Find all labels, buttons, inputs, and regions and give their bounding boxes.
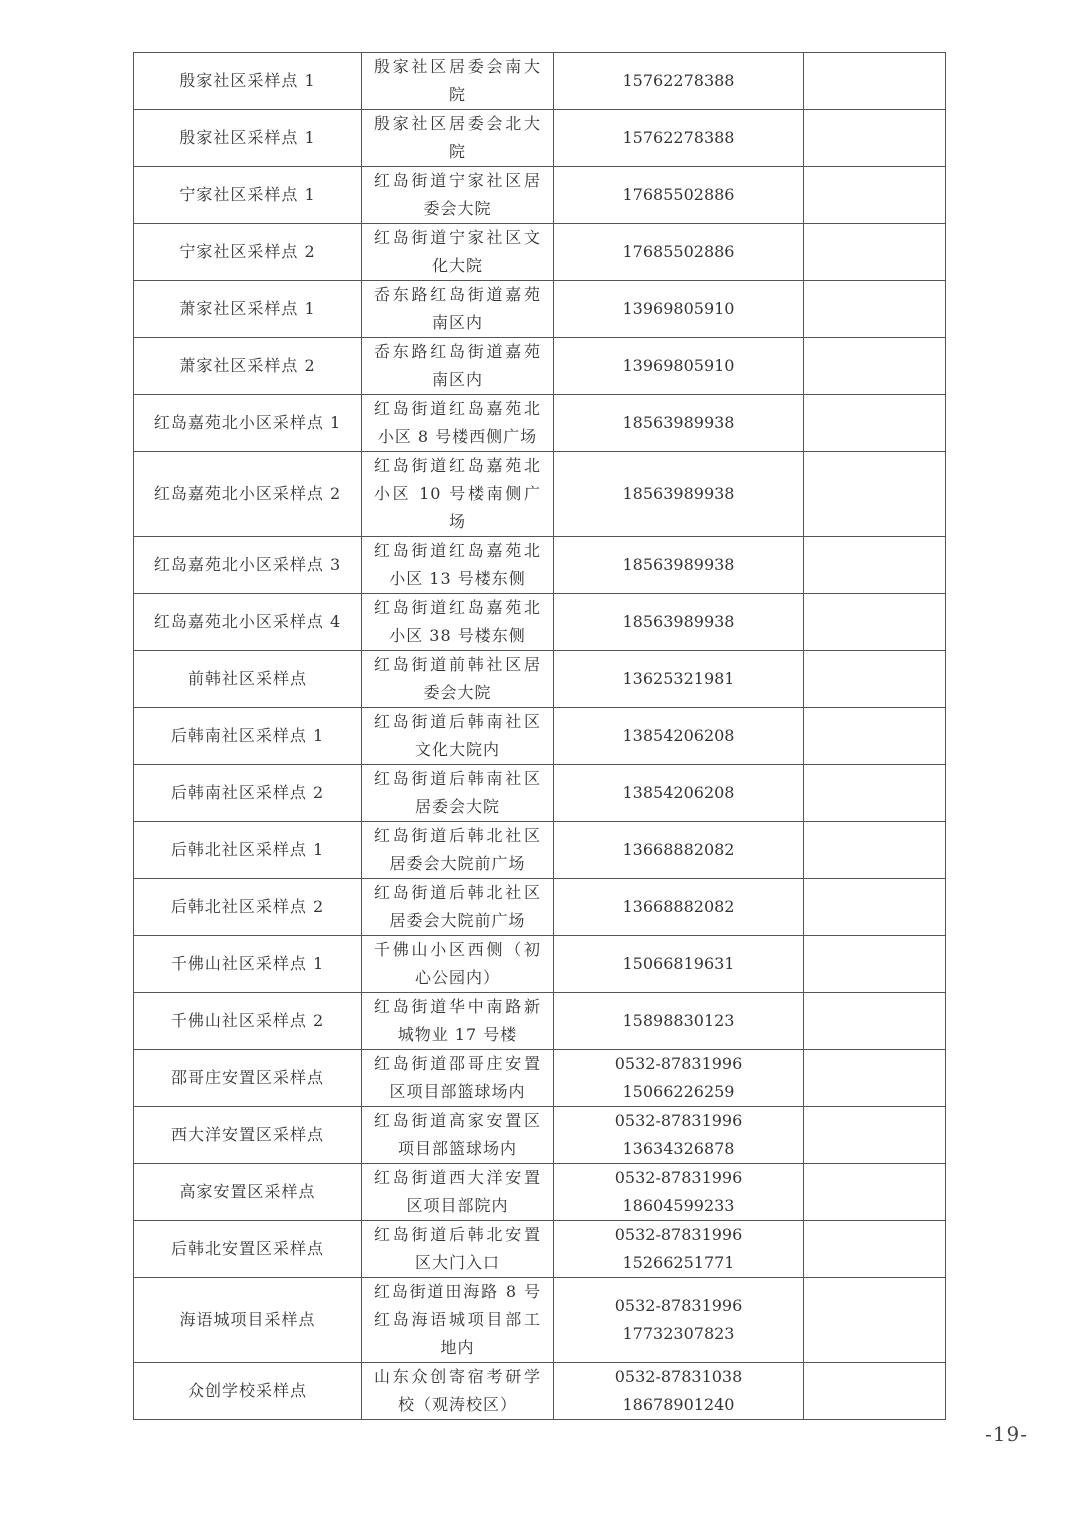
site-name-cell: 红岛嘉苑北小区采样点 1 (134, 395, 362, 452)
phone-number: 13854206208 (622, 783, 735, 802)
table-row (134, 1164, 946, 1221)
phone-number: 15266251771 (622, 1253, 735, 1272)
phone-number: 15762278388 (622, 128, 735, 147)
phone-number: 18563989938 (622, 484, 735, 503)
phone-number: 18678901240 (622, 1395, 735, 1414)
table-body (134, 53, 946, 1420)
phone-number: 0532-87831996 (614, 1296, 743, 1315)
remarks-cell (804, 110, 946, 167)
phone-cell (554, 936, 804, 993)
phone-cell (554, 993, 804, 1050)
address-cell: 红岛街道红岛嘉苑北小区 38 号楼东侧 (362, 594, 554, 651)
site-name-cell: 千佛山社区采样点 2 (134, 993, 362, 1050)
address-cell: 山东众创寄宿考研学校（观涛校区） (362, 1363, 554, 1420)
phone-cell (554, 879, 804, 936)
site-name-cell: 宁家社区采样点 1 (134, 167, 362, 224)
phone-cell (554, 537, 804, 594)
remarks-cell (804, 537, 946, 594)
phone-cell (554, 1363, 804, 1420)
phone-number: 15066226259 (622, 1082, 735, 1101)
table-row (134, 281, 946, 338)
address-cell: 红岛街道华中南路新城物业 17 号楼 (362, 993, 554, 1050)
address-cell: 岙东路红岛街道嘉苑南区内 (362, 281, 554, 338)
table-row (134, 708, 946, 765)
phone-cell (554, 395, 804, 452)
phone-cell (554, 1050, 804, 1107)
address-cell: 红岛街道高家安置区项目部篮球场内 (362, 1107, 554, 1164)
address-cell: 红岛街道后韩南社区居委会大院 (362, 765, 554, 822)
table-row (134, 537, 946, 594)
address-cell: 殷家社区居委会北大院 (362, 110, 554, 167)
sampling-sites-table (133, 52, 946, 1420)
table-row (134, 879, 946, 936)
remarks-cell (804, 338, 946, 395)
phone-cell (554, 1164, 804, 1221)
remarks-cell (804, 1107, 946, 1164)
table-row (134, 1107, 946, 1164)
phone-cell (554, 822, 804, 879)
site-name-cell: 西大洋安置区采样点 (134, 1107, 362, 1164)
address-cell: 红岛街道邵哥庄安置区项目部篮球场内 (362, 1050, 554, 1107)
phone-cell (554, 338, 804, 395)
phone-cell (554, 708, 804, 765)
phone-number: 15066819631 (622, 954, 735, 973)
phone-number: 0532-87831996 (614, 1168, 743, 1187)
address-cell: 红岛街道红岛嘉苑北小区 8 号楼西侧广场 (362, 395, 554, 452)
phone-number: 17685502886 (622, 242, 735, 261)
address-cell: 千佛山小区西侧（初心公园内） (362, 936, 554, 993)
phone-cell (554, 1278, 804, 1363)
table-row (134, 1363, 946, 1420)
phone-number: 18604599233 (622, 1196, 735, 1215)
table-row (134, 167, 946, 224)
table-row (134, 651, 946, 708)
table-row (134, 1278, 946, 1363)
phone-number: 13969805910 (622, 299, 735, 318)
table-row (134, 110, 946, 167)
address-cell: 红岛街道红岛嘉苑北小区 13 号楼东侧 (362, 537, 554, 594)
address-cell: 红岛街道西大洋安置区项目部院内 (362, 1164, 554, 1221)
table-row (134, 993, 946, 1050)
table-row (134, 395, 946, 452)
phone-cell (554, 1221, 804, 1278)
address-cell: 红岛街道后韩北安置区大门入口 (362, 1221, 554, 1278)
table-row (134, 338, 946, 395)
site-name-cell: 后韩南社区采样点 1 (134, 708, 362, 765)
phone-number: 18563989938 (622, 413, 735, 432)
table-row (134, 594, 946, 651)
phone-cell (554, 765, 804, 822)
phone-number: 13668882082 (622, 840, 735, 859)
remarks-cell (804, 1363, 946, 1420)
remarks-cell (804, 395, 946, 452)
address-cell: 红岛街道前韩社区居委会大院 (362, 651, 554, 708)
site-name-cell: 萧家社区采样点 2 (134, 338, 362, 395)
site-name-cell: 红岛嘉苑北小区采样点 2 (134, 452, 362, 537)
phone-number: 13634326878 (622, 1139, 735, 1158)
page-number: -19- (985, 1422, 1028, 1446)
remarks-cell (804, 936, 946, 993)
remarks-cell (804, 452, 946, 537)
table-row (134, 1221, 946, 1278)
site-name-cell: 殷家社区采样点 1 (134, 53, 362, 110)
address-cell: 红岛街道后韩南社区文化大院内 (362, 708, 554, 765)
phone-number: 17732307823 (622, 1324, 735, 1343)
phone-number: 13625321981 (622, 669, 735, 688)
remarks-cell (804, 651, 946, 708)
phone-number: 15898830123 (622, 1011, 735, 1030)
phone-number: 17685502886 (622, 185, 735, 204)
phone-number: 0532-87831996 (614, 1111, 743, 1130)
site-name-cell: 萧家社区采样点 1 (134, 281, 362, 338)
phone-cell (554, 53, 804, 110)
table-row (134, 936, 946, 993)
address-cell: 红岛街道后韩北社区居委会大院前广场 (362, 822, 554, 879)
phone-number: 0532-87831038 (614, 1367, 743, 1386)
phone-cell (554, 651, 804, 708)
remarks-cell (804, 765, 946, 822)
remarks-cell (804, 53, 946, 110)
remarks-cell (804, 1221, 946, 1278)
phone-number: 18563989938 (622, 555, 735, 574)
site-name-cell: 千佛山社区采样点 1 (134, 936, 362, 993)
site-name-cell: 海语城项目采样点 (134, 1278, 362, 1363)
remarks-cell (804, 1164, 946, 1221)
site-name-cell: 众创学校采样点 (134, 1363, 362, 1420)
site-name-cell: 邵哥庄安置区采样点 (134, 1050, 362, 1107)
phone-number: 13969805910 (622, 356, 735, 375)
phone-number: 0532-87831996 (614, 1054, 743, 1073)
site-name-cell: 红岛嘉苑北小区采样点 3 (134, 537, 362, 594)
phone-cell (554, 452, 804, 537)
phone-number: 15762278388 (622, 71, 735, 90)
table-row (134, 53, 946, 110)
address-cell: 红岛街道后韩北社区居委会大院前广场 (362, 879, 554, 936)
phone-number: 18563989938 (622, 612, 735, 631)
table-row (134, 224, 946, 281)
table-row (134, 822, 946, 879)
site-name-cell: 宁家社区采样点 2 (134, 224, 362, 281)
phone-cell (554, 110, 804, 167)
remarks-cell (804, 708, 946, 765)
site-name-cell: 高家安置区采样点 (134, 1164, 362, 1221)
address-cell: 红岛街道宁家社区文化大院 (362, 224, 554, 281)
phone-number: 13854206208 (622, 726, 735, 745)
site-name-cell: 红岛嘉苑北小区采样点 4 (134, 594, 362, 651)
remarks-cell (804, 281, 946, 338)
remarks-cell (804, 594, 946, 651)
address-cell: 红岛街道宁家社区居委会大院 (362, 167, 554, 224)
site-name-cell: 后韩南社区采样点 2 (134, 765, 362, 822)
phone-cell (554, 224, 804, 281)
site-name-cell: 殷家社区采样点 1 (134, 110, 362, 167)
table-row (134, 765, 946, 822)
site-name-cell: 后韩北安置区采样点 (134, 1221, 362, 1278)
remarks-cell (804, 1278, 946, 1363)
remarks-cell (804, 167, 946, 224)
site-name-cell: 后韩北社区采样点 2 (134, 879, 362, 936)
address-cell: 红岛街道红岛嘉苑北小区 10 号楼南侧广场 (362, 452, 554, 537)
phone-cell (554, 1107, 804, 1164)
remarks-cell (804, 224, 946, 281)
phone-cell (554, 594, 804, 651)
site-name-cell: 前韩社区采样点 (134, 651, 362, 708)
address-cell: 岙东路红岛街道嘉苑南区内 (362, 338, 554, 395)
phone-cell (554, 281, 804, 338)
address-cell: 殷家社区居委会南大院 (362, 53, 554, 110)
remarks-cell (804, 993, 946, 1050)
address-cell: 红岛街道田海路 8 号红岛海语城项目部工地内 (362, 1278, 554, 1363)
table-row (134, 1050, 946, 1107)
remarks-cell (804, 822, 946, 879)
site-name-cell: 后韩北社区采样点 1 (134, 822, 362, 879)
remarks-cell (804, 879, 946, 936)
remarks-cell (804, 1050, 946, 1107)
table-row (134, 452, 946, 537)
phone-number: 13668882082 (622, 897, 735, 916)
phone-number: 0532-87831996 (614, 1225, 743, 1244)
phone-cell (554, 167, 804, 224)
